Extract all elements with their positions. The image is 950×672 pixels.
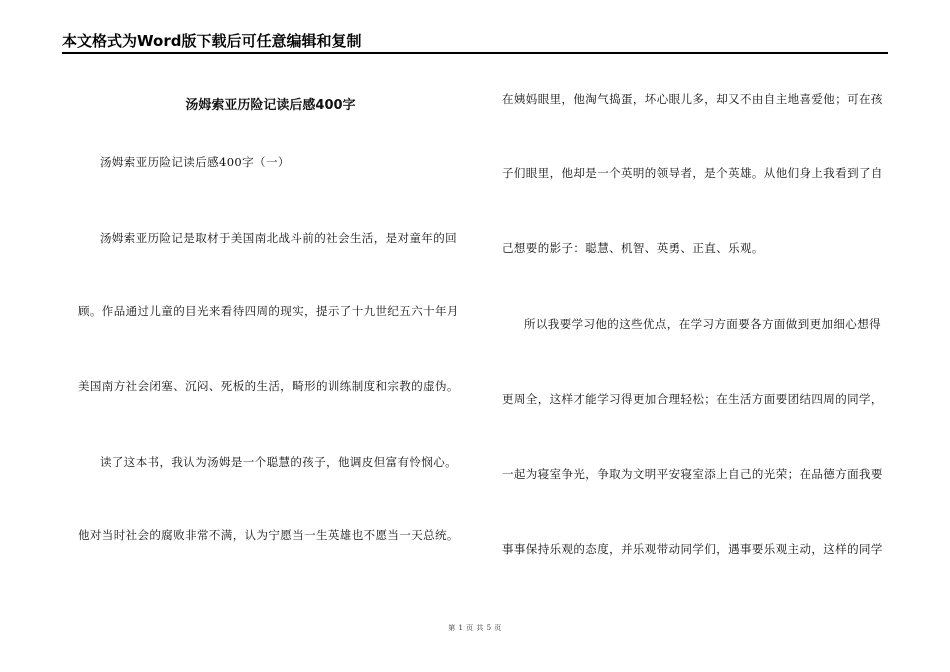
paragraph-line: 顾。作品通过儿童的目光来看待四周的现实，提示了十九世纪五六十年月: [78, 304, 459, 318]
paragraph-line: 美国南方社会闭塞、沉闷、死板的生活，畸形的训练制度和宗教的虚伪。: [78, 379, 459, 393]
paragraph-line: 所以我要学习他的这些优点，在学习方面要各方面做到更加细心想得: [524, 317, 881, 331]
document-title: 汤姆索亚历险记读后感400字: [185, 98, 356, 113]
paragraph-line: 汤姆索亚历险记读后感400字（一）: [100, 155, 290, 169]
paragraph-line: 一起为寝室争光，争取为文明平安寝室添上自己的光荣；在品德方面我要: [502, 467, 883, 481]
paragraph-line: 读了这本书，我认为汤姆是一个聪慧的孩子，他调皮但富有怜悯心。: [100, 455, 457, 469]
paragraph-line: 在姨妈眼里，他淘气捣蛋，坏心眼儿多，却又不由自主地喜爱他；可在孩: [502, 92, 883, 106]
paragraph-line: 己想要的影子：聪慧、机智、英勇、正直、乐观。: [502, 241, 764, 255]
header-rule: [62, 52, 888, 54]
paragraph-line: 事事保持乐观的态度，并乐观带动同学们，遇事要乐观主动，这样的同学: [502, 542, 883, 556]
paragraph-line: 子们眼里，他却是一个英明的领导者，是个英雄。从他们身上我看到了自: [502, 166, 883, 180]
paragraph-line: 汤姆索亚历险记是取材于美国南北战斗前的社会生活，是对童年的回: [100, 231, 457, 245]
header-banner: 本文格式为Word版下载后可任意编辑和复制: [62, 32, 362, 50]
paragraph-line: 更周全，这样才能学习得更加合理轻松；在生活方面要团结四周的同学，: [502, 392, 883, 406]
page-footer: 第 1 页 共 5 页: [448, 624, 502, 632]
paragraph-line: 他对当时社会的腐败非常不满，认为宁愿当一生英雄也不愿当一天总统。: [78, 528, 459, 542]
